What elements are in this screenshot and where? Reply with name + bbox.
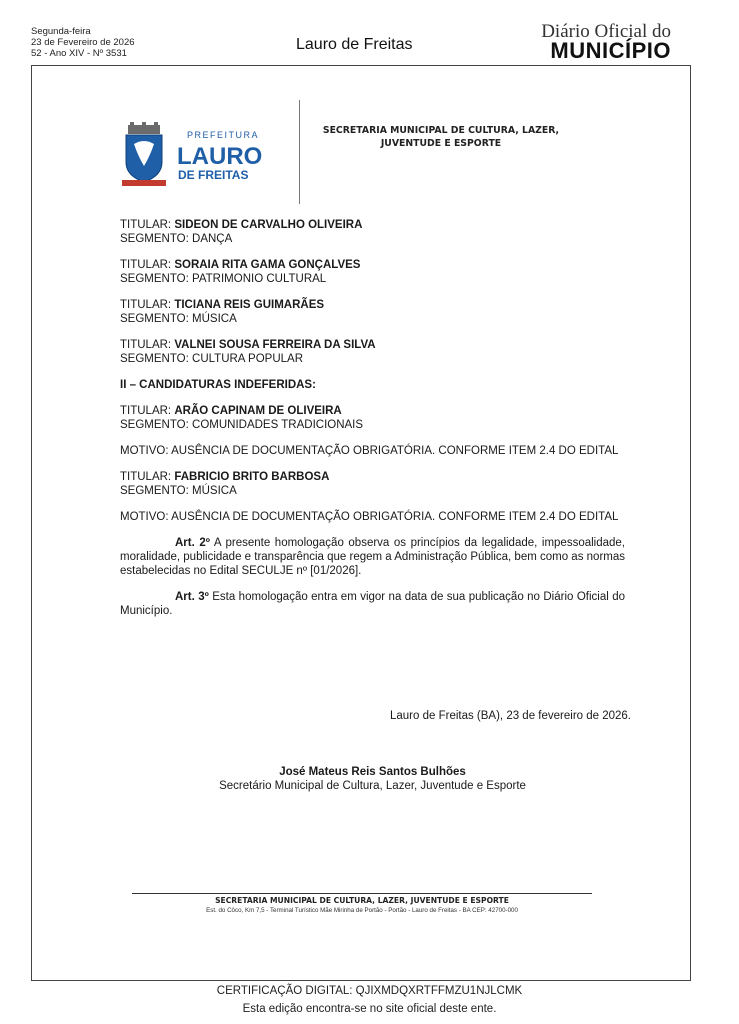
candidate-name: SORAIA RITA GAMA GONÇALVES [174,259,361,271]
candidate-entry [120,218,625,246]
article-3 [120,590,625,618]
svg-text:PREFEITURA: PREFEITURA [187,130,260,140]
segment-label: SEGMENTO: [120,233,189,245]
segment-label: SEGMENTO: [120,485,189,497]
digital-certification: CERTIFICAÇÃO DIGITAL: QJIXMDQXRTFFMZU1NJLCMK [216,985,523,997]
article-text: A presente homologação observa os princípios da legalidade, impessoalidade, moralidade, publicidade e transparência que regem a Administração Pública, bem como as normas estabelecidas no Edital SECULJE nº [01/2026]. [120,537,625,577]
department-line1: SECRETARIA MUNICIPAL DE CULTURA, LAZER, [322,125,560,136]
candidate-segment: MÚSICA [192,485,237,497]
edition-date: 23 de Fevereiro de 2026 [31,37,135,48]
candidate-name: TICIANA REIS GUIMARÃES [174,299,325,311]
candidate-entry [120,404,625,432]
signature-block [120,765,625,793]
department-line2: JUVENTUDE E ESPORTE [380,138,502,149]
candidate-name: ARÃO CAPINAM DE OLIVEIRA [174,405,342,417]
candidate-entry [120,470,625,498]
department-title [306,124,576,150]
svg-text:LAURO: LAURO [177,143,263,170]
brand-line2: MUNICÍPIO [550,38,671,63]
article-2 [120,536,625,578]
section-heading: II – CANDIDATURAS INDEFERIDAS: [120,379,316,391]
document-body [120,218,625,630]
article-text: Esta homologação entra em vigor na data de sua publicação no Diário Oficial do Município. [120,591,625,617]
edition-info [31,26,135,59]
candidate-segment: COMUNIDADES TRADICIONAIS [192,419,364,431]
titular-label: TITULAR: [120,299,172,311]
footer-divider [132,893,592,894]
titular-label: TITULAR: [120,471,172,483]
rejection-reason: MOTIVO: AUSÊNCIA DE DOCUMENTAÇÃO OBRIGATÓRIA. CONFORME ITEM 2.4 DO EDITAL [120,511,619,523]
candidate-entry [120,338,625,366]
city-title: Lauro de Freitas [296,36,413,53]
rejection-reason: MOTIVO: AUSÊNCIA DE DOCUMENTAÇÃO OBRIGATÓRIA. CONFORME ITEM 2.4 DO EDITAL [120,445,619,457]
coat-of-arms-icon [120,122,270,188]
segment-label: SEGMENTO: [120,353,189,365]
candidate-name: FABRICIO BRITO BARBOSA [174,471,330,483]
brand-logo [541,22,671,61]
segment-label: SEGMENTO: [120,313,189,325]
prefeitura-logo [120,122,270,188]
candidate-entry [120,298,625,326]
edition-weekday: Segunda-feira [31,26,91,37]
footer-department: SECRETARIA MUNICIPAL DE CULTURA, LAZER, JUVENTUDE E ESPORTE [215,896,509,905]
header-divider [299,100,300,204]
titular-label: TITULAR: [120,405,172,417]
signatory-name: José Mateus Reis Santos Bulhões [279,766,466,778]
titular-label: TITULAR: [120,219,172,231]
brand-line1: Diário Oficial do [541,21,671,42]
candidate-segment: PATRIMONIO CULTURAL [192,273,327,285]
candidate-name: SIDEON DE CARVALHO OLIVEIRA [174,219,363,231]
svg-text:DE FREITAS: DE FREITAS [178,168,249,182]
segment-label: SEGMENTO: [120,273,189,285]
titular-label: TITULAR: [120,259,172,271]
place-date: Lauro de Freitas (BA), 23 de fevereiro de 2026. [390,710,632,722]
footer-address: Est. do Côco, Km 7,5 - Terminal Turístico Mãe Mirinha de Portão - Portão - Lauro de Freitas - BA CEP: 42700-000 [206,907,518,914]
signatory-role: Secretário Municipal de Cultura, Lazer, Juventude e Esporte [219,780,526,792]
article-label: Art. 2º [175,537,210,549]
candidate-entry [120,258,625,286]
edition-number: 52 - Ano XIV - Nº 3531 [31,48,127,59]
article-label: Art. 3º [175,591,209,603]
segment-label: SEGMENTO: [120,419,189,431]
candidate-name: VALNEI SOUSA FERREIRA DA SILVA [174,339,376,351]
candidate-segment: CULTURA POPULAR [192,353,303,365]
availability-note: Esta edição encontra-se no site oficial deste ente. [242,1003,497,1015]
titular-label: TITULAR: [120,339,172,351]
candidate-segment: DANÇA [192,233,233,245]
candidate-segment: MÚSICA [192,313,237,325]
